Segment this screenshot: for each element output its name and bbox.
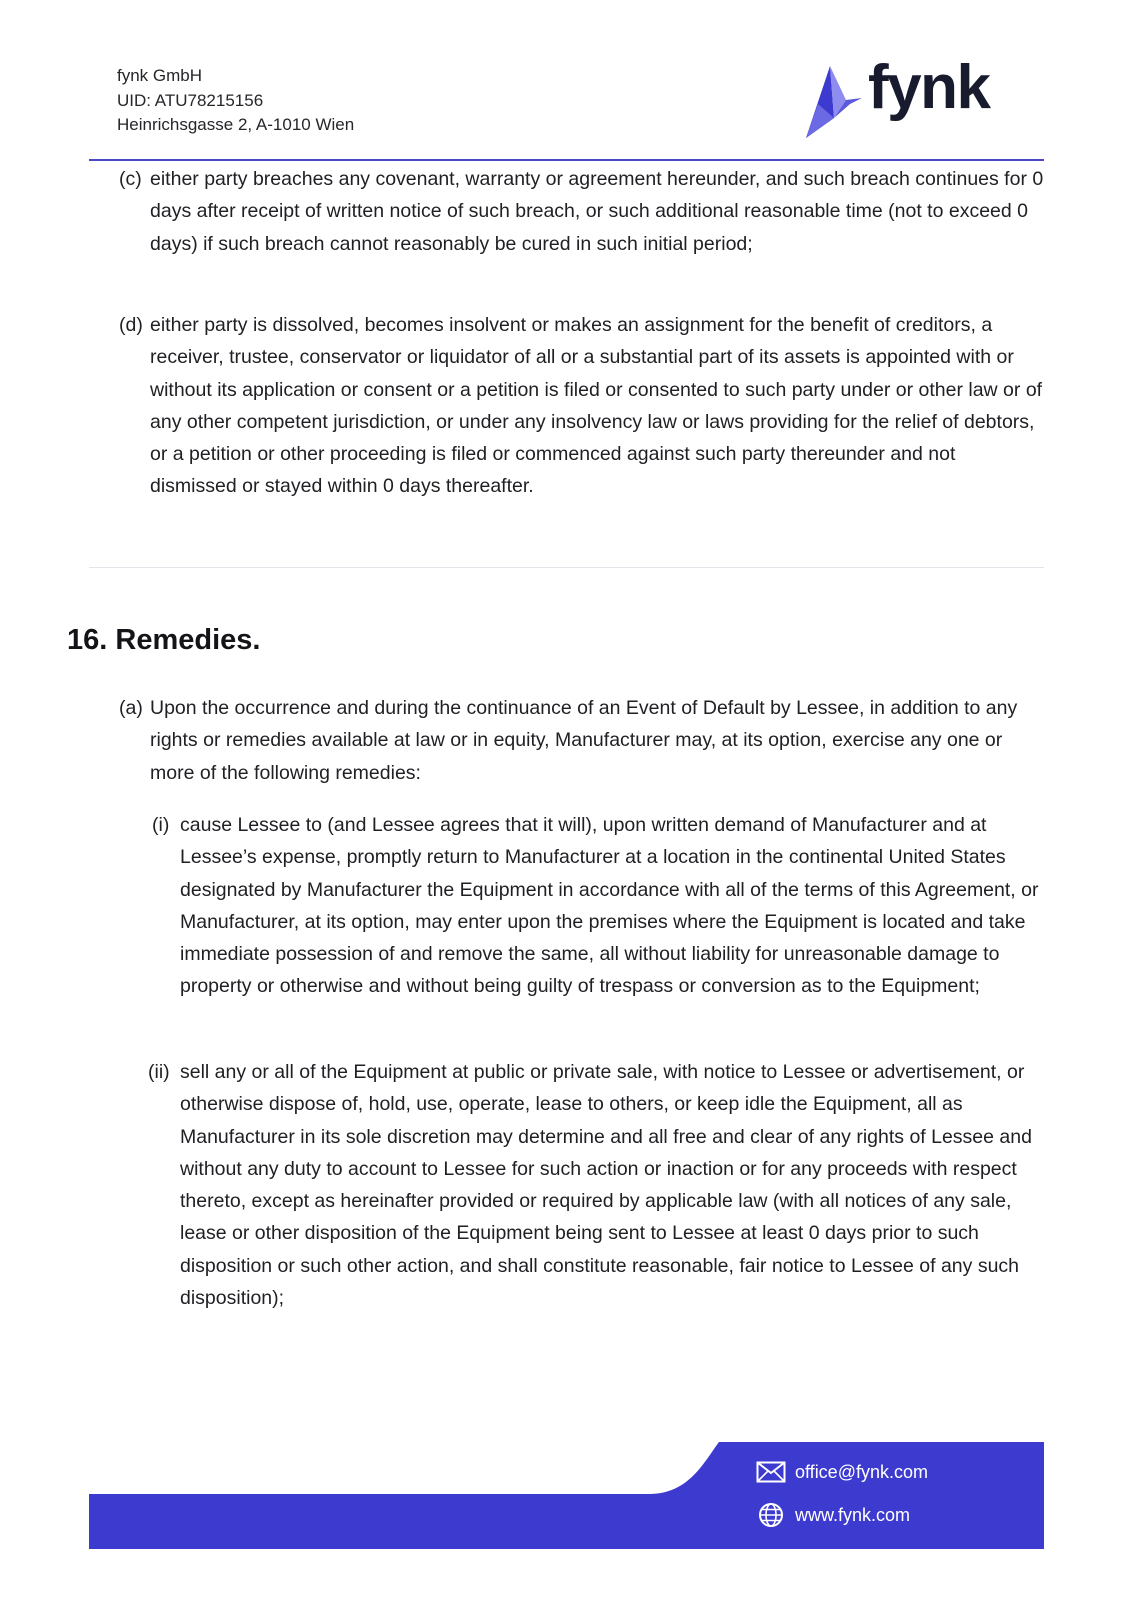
mail-icon	[756, 1460, 786, 1484]
subclause-i	[152, 809, 1045, 1003]
company-name: fynk GmbH	[117, 66, 203, 85]
footer-shape	[89, 1442, 1044, 1549]
header-divider	[89, 159, 1044, 161]
subclause-label: (ii)	[148, 1061, 170, 1083]
subclause-text: cause Lessee to (and Lessee agrees that it will), upon written demand of Manufacturer and at Lessee’s expense, promptly return to Manufacturer at a location in the continental United States designated by Manufacturer the Equipment in accordance with all of the terms of this Agreement, or Manufacturer, at its option, may enter upon the premises where the Equipment is located and take immediate possession of and remove the same, all without liability for unreasonable damage to property or otherwise and without being guilty of trespass or conversion as to the Equipment;	[180, 814, 1039, 998]
subclause-ii	[148, 1056, 1045, 1314]
email-text: office@fynk.com	[795, 1461, 928, 1482]
section-heading: 16. Remedies.	[67, 624, 261, 656]
section-divider	[89, 567, 1044, 568]
company-address: Heinrichsgasse 2, A-1010 Wien	[117, 115, 355, 134]
bird-logo-icon	[804, 60, 866, 140]
clause-c	[119, 163, 1045, 260]
company-uid: UID: ATU78215156	[117, 90, 264, 110]
footer-email[interactable]	[756, 1460, 928, 1484]
globe-icon	[756, 1503, 786, 1527]
clause-text: either party breaches any covenant, warranty or agreement hereunder, and such breach continues for 0 days after receipt of written notice of such breach, or such additional reasonable time (not to exceed 0 days) if such breach cannot reasonably be cured in such initial period;	[150, 168, 1044, 255]
footer-band	[89, 1442, 1044, 1549]
clause-a	[119, 692, 1045, 789]
logo-wordmark: fynk	[868, 53, 990, 122]
clause-label: (d)	[119, 314, 143, 336]
clause-label: (c)	[119, 168, 142, 190]
clause-d	[119, 309, 1045, 503]
clause-text: Upon the occurrence and during the continuance of an Event of Default by Lessee, in addition to any rights or remedies available at law or in equity, Manufacturer may, at its option, exercise any one or more of the following remedies:	[150, 697, 1018, 784]
website-text: www.fynk.com	[795, 1504, 911, 1525]
clause-text: either party is dissolved, becomes insolvent or makes an assignment for the benefit of creditors, a receiver, trustee, conservator or liquidator of all or a substantial part of its assets is appointed with or without its application or consent or a petition is filed or consented to such party under or other law or of any other competent jurisdiction, or under any insolvency law or laws providing for the relief of debtors, or a petition or other proceeding is filed or commenced against such party thereunder and not dismissed or stayed within 0 days thereafter.	[150, 314, 1043, 498]
subclause-text: sell any or all of the Equipment at public or private sale, with notice to Lessee or advertisement, or otherwise dispose of, hold, use, operate, lease to others, or keep idle the Equipment, all as Manufacturer in its sole discretion may determine and all free and clear of any rights of Lessee and without any duty to account to Lessee for such action or inaction or for any proceeds with respect thereto, except as hereinafter provided or required by applicable law (with all notices of any sale, lease or other disposition of the Equipment being sent to Lessee at least 0 days prior to such disposition or such other action, and shall constitute reasonable, fair notice to Lessee of any such disposition);	[180, 1061, 1032, 1310]
fynk-logo	[804, 53, 1004, 144]
company-info	[117, 64, 354, 138]
footer-website[interactable]	[756, 1503, 910, 1527]
clause-label: (a)	[119, 697, 143, 719]
subclause-label: (i)	[152, 814, 170, 836]
